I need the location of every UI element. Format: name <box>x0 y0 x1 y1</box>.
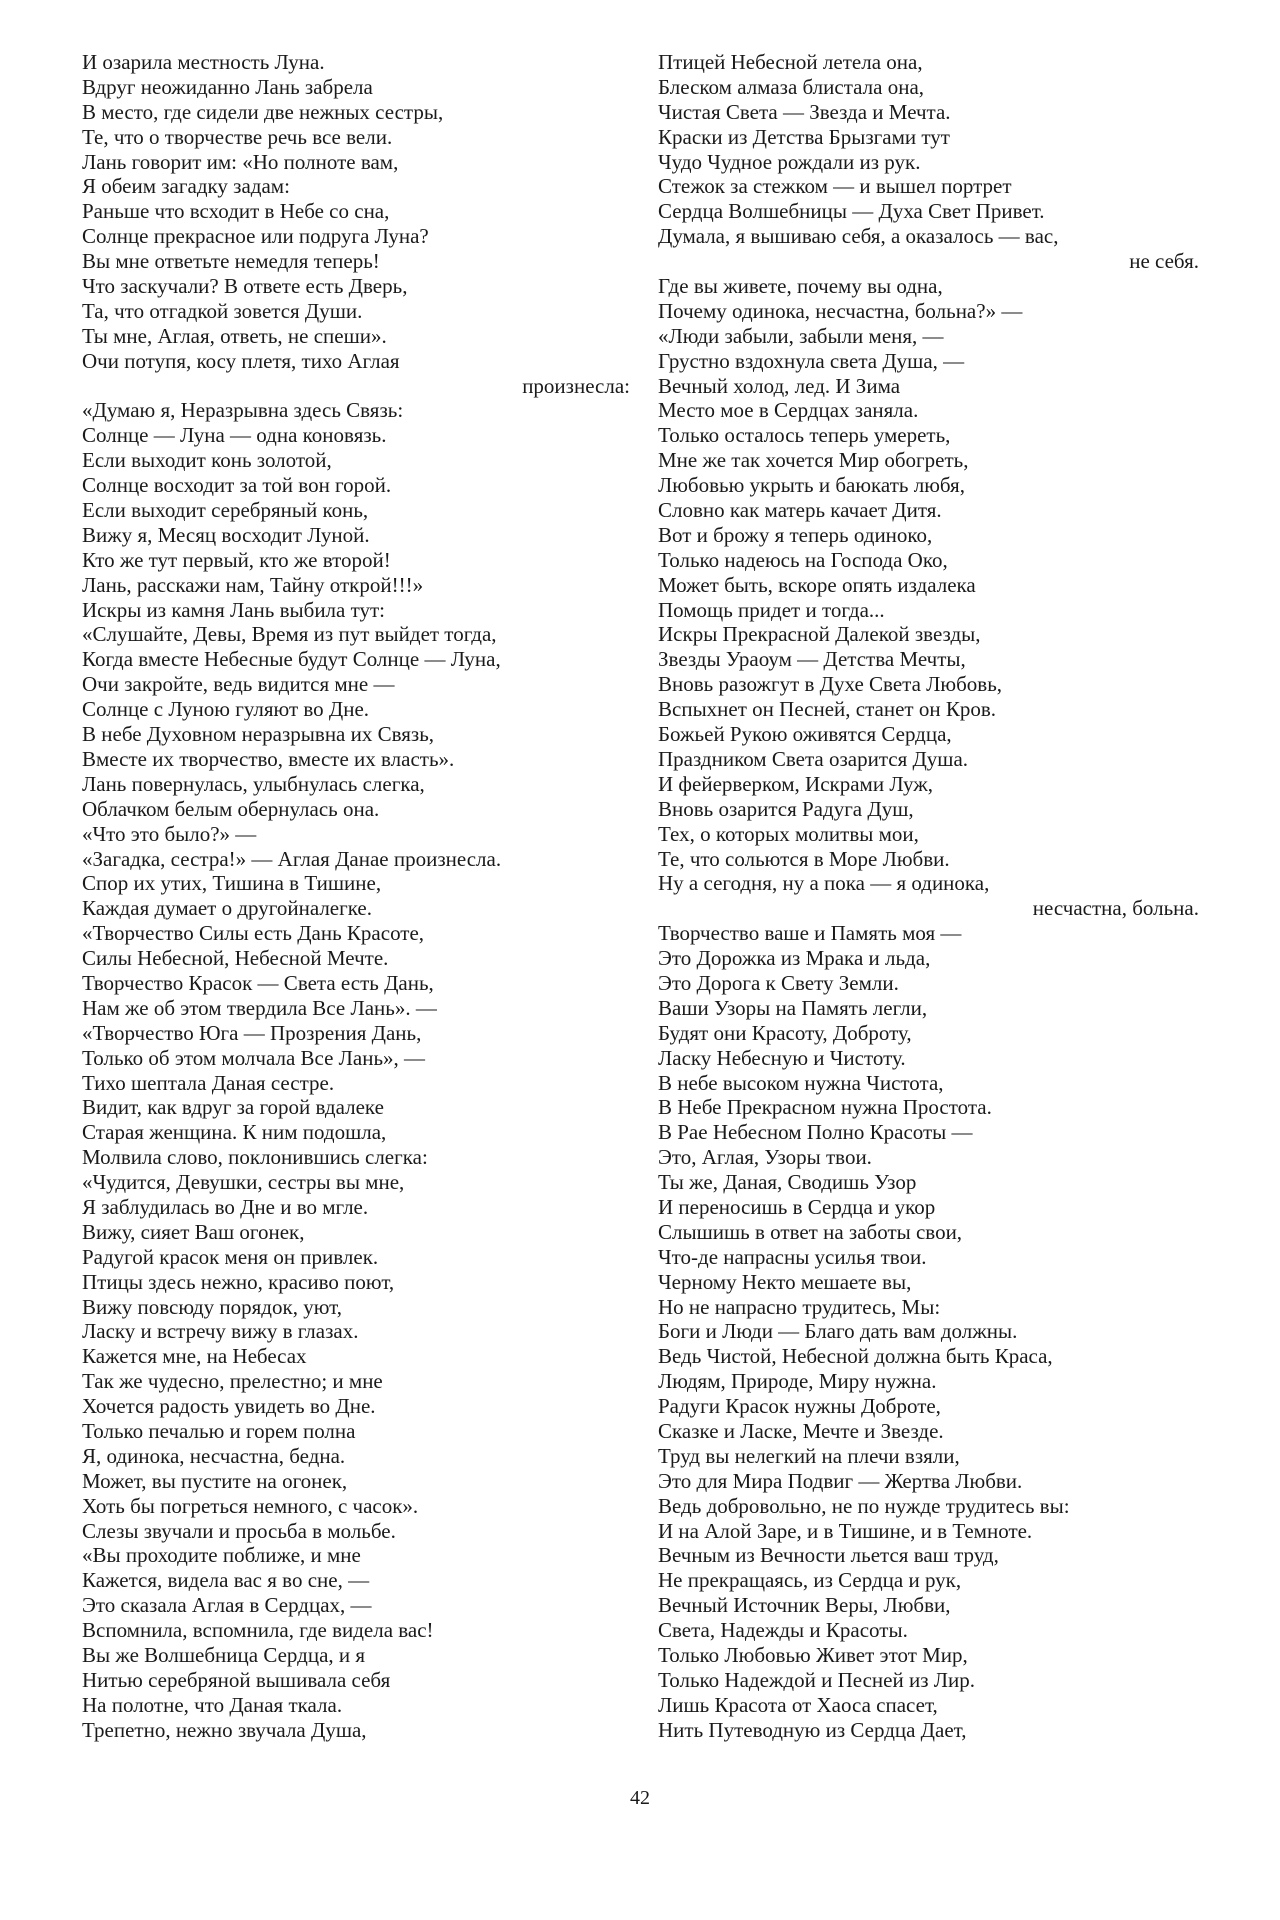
poem-line: Солнце — Луна — одна коновязь. <box>82 423 387 448</box>
poem-line: Будят они Красоту, Доброту, <box>658 1020 912 1045</box>
poem-line: Только печалью и горем полна <box>82 1418 356 1443</box>
poem-line: Что заскучали? В ответе есть Дверь, <box>82 274 408 299</box>
poem-line: Только надеюсь на Господа Око, <box>658 547 948 572</box>
poem-line: Это, Аглая, Узоры твои. <box>658 1145 872 1170</box>
poem-line: Только Любовью Живет этот Мир, <box>658 1643 968 1667</box>
poem-line: Молвила слово, поклонившись слегка: <box>82 1145 428 1170</box>
poem-line: Мне же так хочется Мир обогреть, <box>658 448 969 473</box>
poem-line: Радугой красок меня он привлек. <box>82 1244 379 1269</box>
poem-line: Только Надеждой и Песней из Лир. <box>658 1667 975 1692</box>
poem-line: Стежок за стежком — и вышел портрет <box>658 174 1012 199</box>
poem-line: Думала, я вышиваю себя, а оказалось — вас, <box>658 224 1059 249</box>
poem-line: Вспыхнет он Песней, станет он Кров. <box>658 697 996 722</box>
poem-line: Сердца Волшебницы — Духа Свет Привет. <box>658 199 1045 224</box>
poem-line: Лань говорит им: «Но полноте вам, <box>82 149 399 174</box>
poem-line: Солнце с Луною гуляют во Дне. <box>82 697 370 722</box>
poem-line: Только осталось теперь умереть, <box>658 423 951 448</box>
poem-line: Нить Путеводную из Сердца Дает, <box>658 1717 967 1742</box>
poem-line: Это Дорожка из Мрака и льда, <box>658 946 931 971</box>
poem-line: Почему одинока, несчастна, больна?» — <box>658 298 1023 323</box>
poem-line: Краски из Детства Брызгами тут <box>658 124 950 149</box>
poem-line: Тех, о которых молитвы мои, <box>658 821 919 846</box>
poem-line: произнесла: <box>522 373 630 398</box>
poem-line: Может, вы пустите на огонек, <box>82 1468 348 1493</box>
poem-line: Солнце восходит за той вон горой. <box>82 473 392 498</box>
poem-line: Кажется, видела вас я во сне, — <box>82 1568 370 1593</box>
poem-line: Вижу повсюду порядок, уют, <box>82 1294 342 1319</box>
poem-line: Хоть бы погреться немного, с часок». <box>82 1493 419 1518</box>
poem-line: «Думаю я, Неразрывна здесь Связь: <box>82 398 404 423</box>
poem-line: Это сказала Аглая в Сердцах, — <box>82 1593 372 1618</box>
poem-line: Вы мне ответьте немедля теперь! <box>82 249 380 274</box>
poem-line: Кажется мне, на Небесах <box>82 1344 307 1369</box>
poem-line: Света, Надежды и Красоты. <box>658 1618 908 1643</box>
poem-line: Те, что о творчестве речь все вели. <box>82 124 393 149</box>
poem-line: На полотне, что Даная ткала. <box>82 1692 343 1717</box>
poem-line: Может быть, вскоре опять издалека <box>658 572 976 597</box>
poem-line: Те, что сольются в Море Любви. <box>658 846 950 871</box>
poem-line: Очи закройте, ведь видится мне — <box>82 672 395 697</box>
poem-line: Ваши Узоры на Память легли, <box>658 995 928 1020</box>
poem-line: Ну а сегодня, ну а пока — я одинока, <box>658 871 990 896</box>
poem-line: Место мое в Сердцах заняла. <box>658 398 919 423</box>
poem-line: Птицей Небесной летела она, <box>658 50 923 74</box>
poem-line: И на Алой Заре, и в Тишине, и в Темноте. <box>658 1518 1033 1543</box>
poem-line: Боги и Люди — Благо дать вам должны. <box>658 1319 1018 1344</box>
poem-line: Помощь придет и тогда... <box>658 597 885 622</box>
poem-line: Словно как матерь качает Дитя. <box>658 498 942 523</box>
poem-line: Я, одинока, несчастна, бедна. <box>82 1443 346 1468</box>
poem-line: И переносишь в Сердца и укор <box>658 1194 936 1219</box>
poem-line: Искры Прекрасной Далекой звезды, <box>658 622 981 647</box>
poem-line: Людям, Природе, Миру нужна. <box>658 1369 937 1394</box>
poem-line: Звезды Ураоум — Детства Мечты, <box>658 647 966 672</box>
poem-line: Лишь Красота от Хаоса спасет, <box>658 1692 938 1717</box>
poem-line: Если выходит серебряный конь, <box>82 498 369 523</box>
poem-line: «Творчество Юга — Прозрения Дань, <box>82 1020 422 1045</box>
poem-line: Вечный Источник Веры, Любви, <box>658 1593 951 1618</box>
poem-line: Хочется радость увидеть во Дне. <box>82 1394 376 1419</box>
poem-line: Чистая Света — Звезда и Мечта. <box>658 99 951 124</box>
poem-line: Вечный холод, лед. И Зима <box>658 373 901 398</box>
poem-line: Грустно вздохнула света Душа, — <box>658 348 965 373</box>
left-text-column <box>82 50 630 1743</box>
poem-line: Не прекращаясь, из Сердца и рук, <box>658 1568 962 1593</box>
poem-line: Блеском алмаза блистала она, <box>658 74 925 99</box>
poem-line: Та, что отгадкой зовется Души. <box>82 298 363 323</box>
poem-line: Божьей Рукою оживятся Сердца, <box>658 722 952 747</box>
poem-line: Вижу я, Месяц восходит Луной. <box>82 522 370 547</box>
poem-line: Очи потупя, косу плетя, тихо Аглая <box>82 348 400 373</box>
poem-line: «Люди забыли, забыли меня, — <box>658 323 944 348</box>
poem-line: Старая женщина. К ним подошла, <box>82 1120 387 1145</box>
poem-line: Кто же тут первый, кто же второй! <box>82 547 391 572</box>
poem-line: Тихо шептала Даная сестре. <box>82 1070 335 1095</box>
poem-line: Трепетно, нежно звучала Душа, <box>82 1717 367 1742</box>
poem-line: Слезы звучали и просьба в мольбе. <box>82 1518 396 1543</box>
poem-line: Вновь разожгут в Духе Света Любовь, <box>658 672 1003 697</box>
poem-line: В Рае Небесном Полно Красоты — <box>658 1120 973 1145</box>
poem-line: Труд вы нелегкий на плечи взяли, <box>658 1443 960 1468</box>
right-text-column <box>658 50 1199 1743</box>
poem-line: Слышишь в ответ на заботы свои, <box>658 1219 963 1244</box>
poem-line: Ты мне, Аглая, ответь, не спеши». <box>82 323 387 348</box>
poem-line: Творчество Красок — Света есть Дань, <box>82 970 434 995</box>
poem-line: Ласку и встречу вижу в глазах. <box>82 1319 359 1344</box>
poem-line: И озарила местность Луна. <box>82 50 325 74</box>
poem-line: Вспомнила, вспомнила, где видела вас! <box>82 1618 434 1643</box>
poem-line: Искры из камня Лань выбила тут: <box>82 597 386 622</box>
poem-line: Черному Некто мешаете вы, <box>658 1269 912 1294</box>
poem-line: «Творчество Силы есть Дань Красоте, <box>82 921 425 946</box>
poem-line: Творчество ваше и Память моя — <box>658 921 962 946</box>
poem-line: «Загадка, сестра!» — Аглая Данае произнесла. <box>82 846 502 871</box>
poem-line: В небе высоком нужна Чистота, <box>658 1070 944 1095</box>
poem-line: Лань, расскажи нам, Тайну открой!!!» <box>82 572 424 597</box>
poem-line: Силы Небесной, Небесной Мечте. <box>82 946 389 971</box>
poem-line: Вечным из Вечности льется ваш труд, <box>658 1543 999 1568</box>
poem-line: Что-де напрасны усилья твои. <box>658 1244 927 1269</box>
poem-line: «Что это было?» — <box>82 821 257 846</box>
poem-line: Спор их утих, Тишина в Тишине, <box>82 871 382 896</box>
poem-line: Вы же Волшебница Сердца, и я <box>82 1643 366 1667</box>
poem-line: «Вы проходите поближе, и мне <box>82 1543 361 1568</box>
poem-line: В место, где сидели две нежных сестры, <box>82 99 444 124</box>
poem-line: Радуги Красок нужны Доброте, <box>658 1394 941 1419</box>
poem-line: Каждая думает о другойналегке. <box>82 896 372 921</box>
poem-line: Раньше что всходит в Небе со сна, <box>82 199 390 224</box>
poem-line: Нитью серебряной вышивала себя <box>82 1667 391 1692</box>
poem-line: Вместе их творчество, вместе их власть». <box>82 746 455 771</box>
poem-line: Где вы живете, почему вы одна, <box>658 274 943 299</box>
poem-line: Только об этом молчала Все Лань», — <box>82 1045 426 1070</box>
poem-line: Это для Мира Подвиг — Жертва Любви. <box>658 1468 1023 1493</box>
poem-line: Лань повернулась, улыбнулась слегка, <box>82 771 425 796</box>
poem-line: Но не напрасно трудитесь, Мы: <box>658 1294 941 1319</box>
poem-line: В небе Духовном неразрывна их Связь, <box>82 722 435 747</box>
poem-line: Когда вместе Небесные будут Солнце — Луна, <box>82 647 501 672</box>
poem-line: Солнце прекрасное или подруга Луна? <box>82 224 429 249</box>
poem-line: Нам же об этом твердила Все Лань». — <box>82 995 437 1020</box>
page-number: 42 <box>630 1787 650 1809</box>
poem-line: «Слушайте, Девы, Время из пут выйдет тогда, <box>82 622 497 647</box>
poem-line: Это Дорога к Свету Земли. <box>658 970 899 995</box>
poem-line: Так же чудесно, прелестно; и мне <box>82 1369 383 1394</box>
poem-line: Любовью укрыть и баюкать любя, <box>658 473 965 498</box>
poem-line: Вновь озарится Радуга Душ, <box>658 796 914 821</box>
poem-line: не себя. <box>1129 249 1199 274</box>
poem-line: несчастна, больна. <box>1032 896 1199 921</box>
poem-line: Облачком белым обернулась она. <box>82 796 380 821</box>
poem-line: Я обеим загадку задам: <box>82 174 290 199</box>
poem-line: Ведь Чистой, Небесной должна быть Краса, <box>658 1344 1053 1369</box>
poem-line: Ласку Небесную и Чистоту. <box>658 1045 906 1070</box>
poem-line: «Чудится, Девушки, сестры вы мне, <box>82 1170 405 1195</box>
poem-line: Если выходит конь золотой, <box>82 448 332 473</box>
poem-line: Вдруг неожиданно Лань забрела <box>82 74 373 99</box>
poem-line: В Небе Прекрасном нужна Простота. <box>658 1095 992 1120</box>
poem-line: Видит, как вдруг за горой вдалеке <box>82 1095 384 1120</box>
poem-line: Ведь добровольно, не по нужде трудитесь вы: <box>658 1493 1070 1518</box>
poem-line: Сказке и Ласке, Мечте и Звезде. <box>658 1418 944 1443</box>
poem-line: Ты же, Даная, Сводишь Узор <box>658 1170 917 1195</box>
poem-line: Чудо Чудное рождали из рук. <box>658 149 921 174</box>
poem-line: Птицы здесь нежно, красиво поют, <box>82 1269 395 1294</box>
poem-line: И фейерверком, Искрами Луж, <box>658 771 934 796</box>
poem-line: Вижу, сияет Ваш огонек, <box>82 1219 305 1244</box>
poem-line: Я заблудилась во Дне и во мгле. <box>82 1194 369 1219</box>
poem-line: Вот и брожу я теперь одиноко, <box>658 522 933 547</box>
poem-line: Праздником Света озарится Душа. <box>658 746 969 771</box>
